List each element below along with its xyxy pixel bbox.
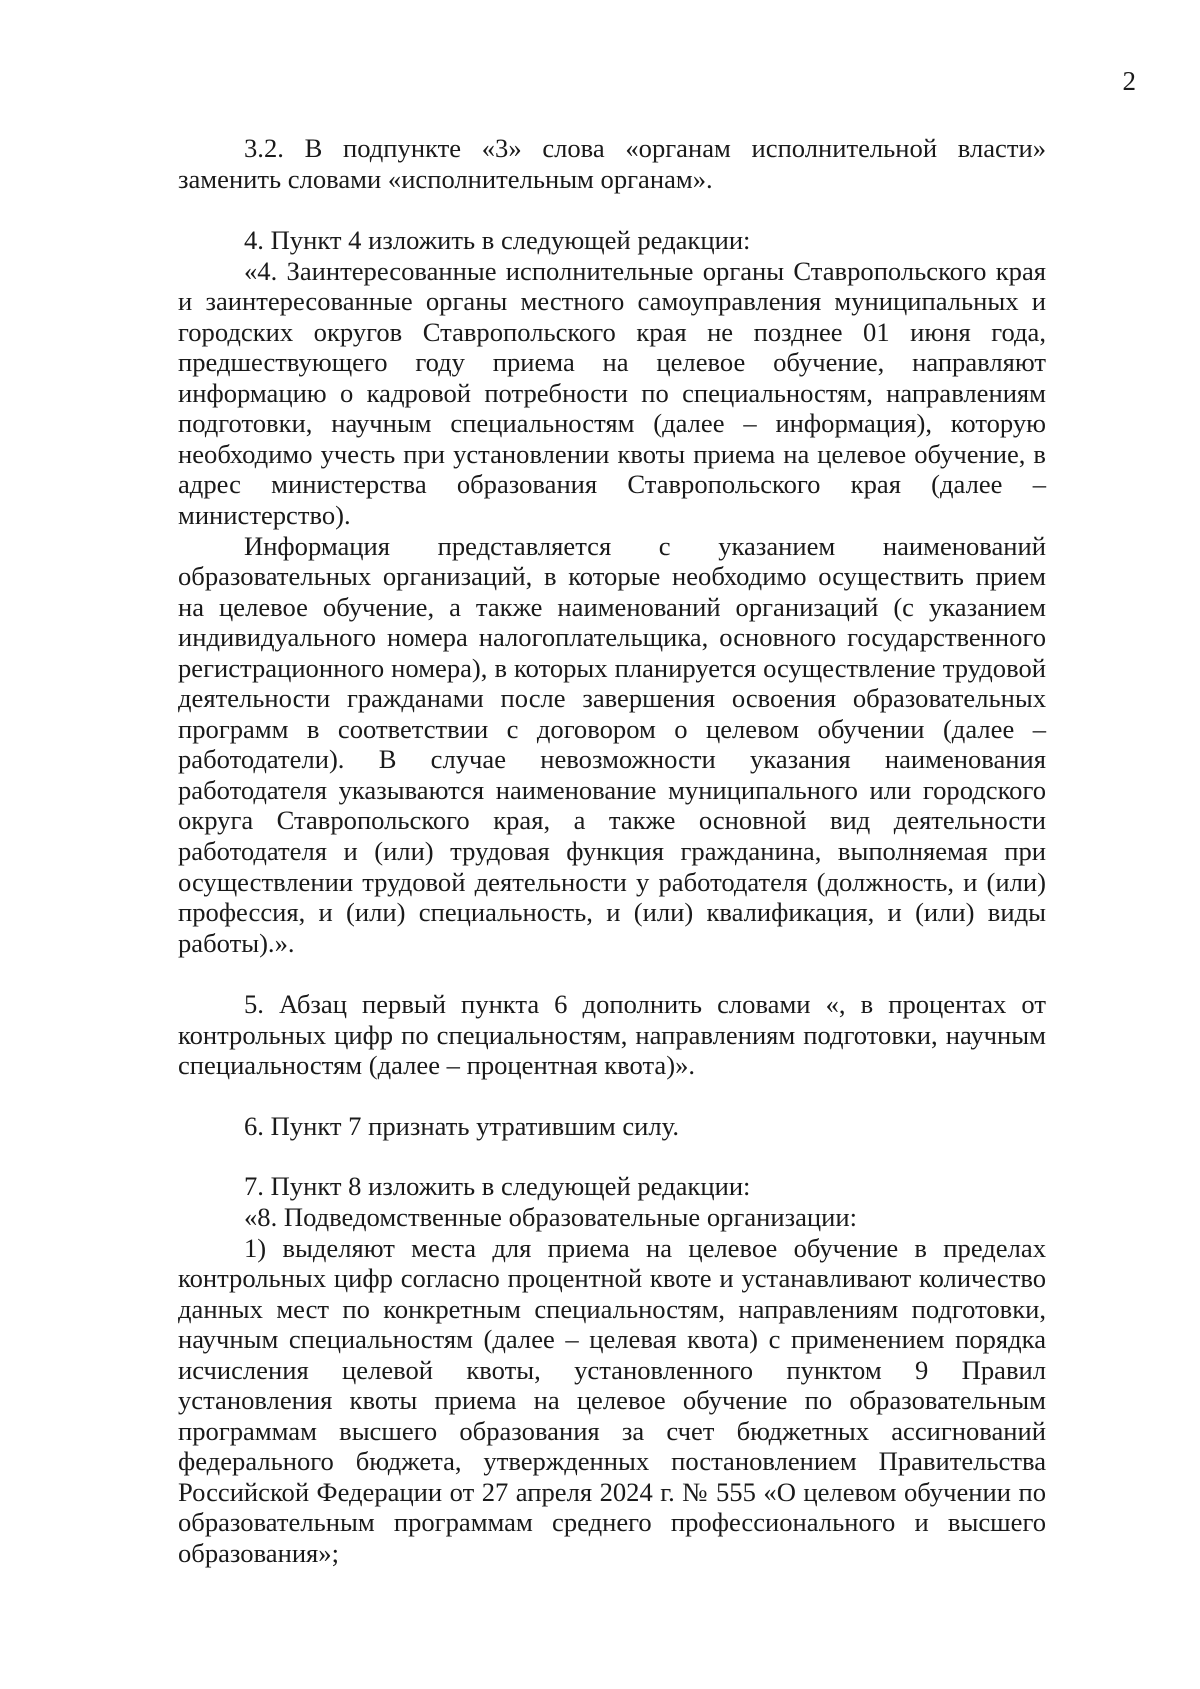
paragraph-item-5: 5. Абзац первый пункта 6 дополнить словами «, в процентах от контрольных цифр по специальностям, направлениям подготовки, научным специальностям (далее – процентная квота)». [178, 989, 1046, 1081]
paragraph-item-7-heading: 7. Пункт 8 изложить в следующей редакции: [244, 1171, 751, 1202]
paragraph-item-6: 6. Пункт 7 признать утратившим силу. [244, 1110, 679, 1141]
page-number: 2 [1122, 66, 1136, 96]
paragraph-item-4-heading: 4. Пункт 4 изложить в следующей редакции: [244, 225, 751, 256]
paragraph-subitem-1: 1) выделяют места для приема на целевое обучение в пределах контрольных цифр согласно процентной квоте и устанавливают количество данных мест по конкретным специальностям, направлениям подготовки, научным специальностям (далее – целевая квота) с применением порядка исчисления целевой квоты, установленного пунктом 9 Правил установления квоты приема на целевое обучение по образовательным программам высшего образования за счет бюджетных ассигнований федерального бюджета, утвержденных постановлением Правительства Российской Федерации от 27 апреля 2024 г. № 555 «О целевом обучении по образовательным программам среднего профессионального и высшего образования»; [178, 1232, 1046, 1568]
document-body [178, 133, 1046, 1569]
paragraph-item-8-heading: «8. Подведомственные образовательные организации: [244, 1201, 858, 1232]
paragraph-item-4-text: «4. Заинтересованные исполнительные органы Ставропольского края и заинтересованные органы местного самоуправления муниципальных и городских округов Ставропольского края не позднее 01 июня года, предшествующего году приема на целевое обучение, направляют информацию о кадровой потребности по специальностям, направлениям подготовки, научным специальностям (далее – информация), которую необходимо учесть при установлении квоты приема на целевое обучение, в адрес министерства образования Ставропольского края (далее – министерство). [178, 255, 1046, 531]
paragraph-information: Информация представляется с указанием наименований образовательных организаций, в которые необходимо осуществить прием на целевое обучение, а также наименований организаций (с указанием индивидуального номера налогоплательщика, основного государственного регистрационного номера), в которых планируется осуществление трудовой деятельности гражданами после завершения освоения образовательных программ в соответствии с договором о целевом обучении (далее – работодатели). В случае невозможности указания наименования работодателя указываются наименование муниципального или городского округа Ставропольского края, а также основной вид деятельности работодателя и (или) трудовая функция гражданина, выполняемая при осуществлении трудовой деятельности у работодателя (должность, и (или) профессия, и (или) специальность, и (или) квалификация, и (или) виды работы).». [178, 530, 1046, 958]
paragraph-3-2: 3.2. В подпункте «3» слова «органам исполнительной власти» заменить словами «исполнительным органам». [178, 133, 1046, 194]
